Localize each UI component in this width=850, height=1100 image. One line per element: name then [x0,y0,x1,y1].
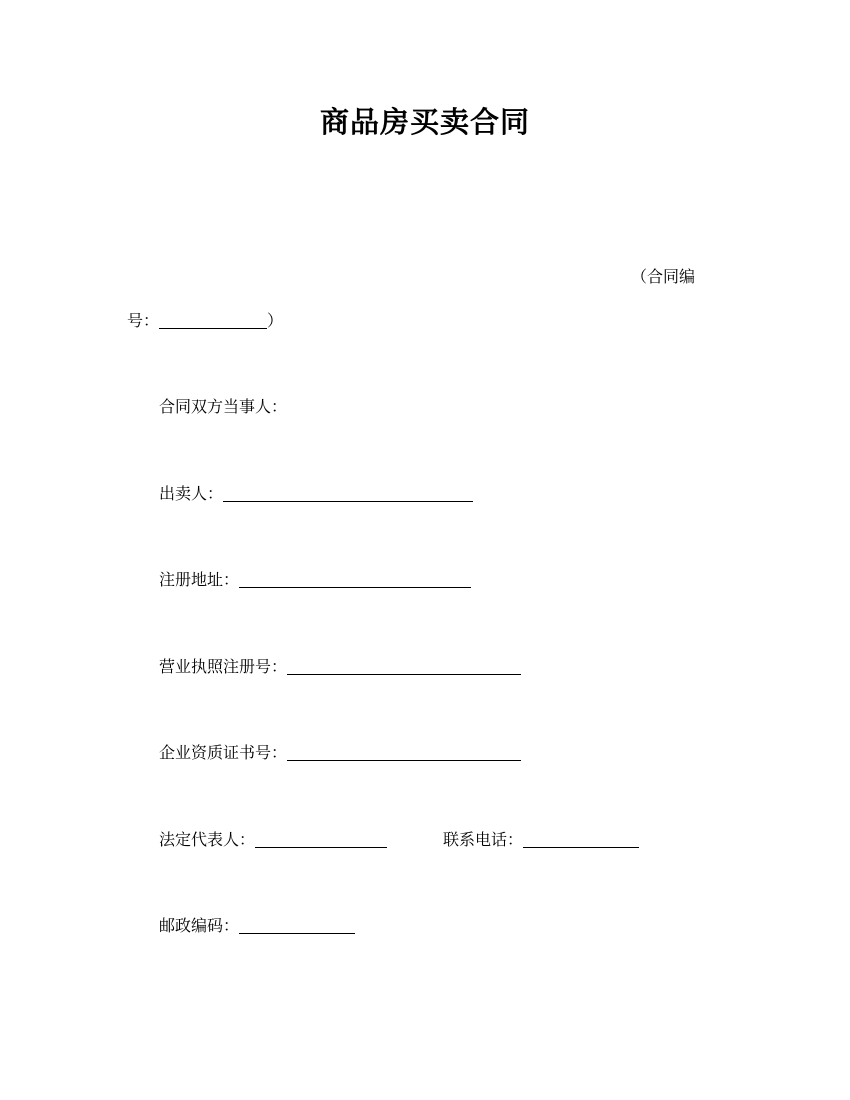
contract-number-line [127,311,283,331]
legal-representative-line [159,830,387,850]
postal-code-blank[interactable] [239,917,355,934]
qualification-cert-label: 企业资质证书号： [159,743,288,762]
registered-address-label: 注册地址： [159,570,240,589]
registered-address-line [159,570,471,590]
phone-line [443,830,639,850]
registered-address-blank[interactable] [239,571,471,588]
qualification-cert-line [159,743,521,763]
legal-representative-label: 法定代表人： [159,830,256,849]
qualification-cert-blank[interactable] [287,744,521,761]
seller-line [159,484,473,504]
document-title: 商品房买卖合同 [319,105,530,139]
business-license-blank[interactable] [287,658,521,675]
seller-blank[interactable] [223,485,473,502]
phone-blank[interactable] [523,831,639,848]
parties-heading: 合同双方当事人： [159,397,288,416]
seller-label: 出卖人： [159,484,224,503]
contract-number-close-paren: ） [267,311,284,330]
postal-code-line [159,916,355,936]
contract-number-label-part1: （合同编 [631,267,696,286]
legal-representative-blank[interactable] [255,831,387,848]
contract-number-blank[interactable] [159,312,267,329]
business-license-label: 营业执照注册号： [159,657,288,676]
business-license-line [159,657,521,677]
postal-code-label: 邮政编码： [159,916,240,935]
contract-number-label-part2: 号： [127,311,160,330]
phone-label: 联系电话： [443,830,524,849]
